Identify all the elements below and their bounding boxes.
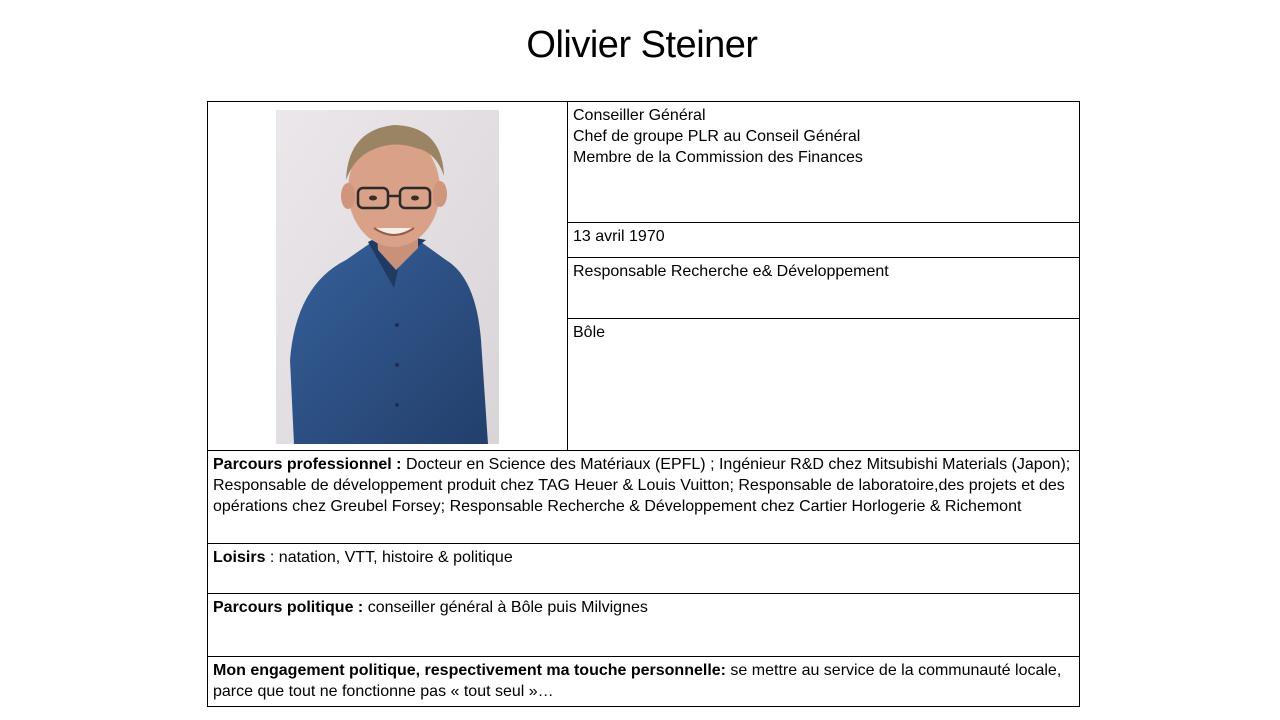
photo-cell (208, 102, 568, 451)
professional-background-text: Docteur en Science des Matériaux (EPFL) ; Ingénieur R&D chez Mitsubishi Materials (Japon); Responsable de développement produit chez TAG Heuer & Louis Vuitton; Responsable de laboratoire,des projets et des opérations chez Greubel Forsey; Responsable Recherche & Développement chez Cartier Horlogerie & Richemont (213, 456, 1071, 515)
professional-background-label: Parcours professionnel : (213, 456, 402, 473)
locality-cell (568, 318, 1080, 450)
engagement-cell (208, 657, 1080, 707)
profession-cell (568, 258, 1080, 318)
professional-background-cell (208, 451, 1080, 544)
hobbies-text: : natation, VTT, histoire & politique (265, 549, 513, 566)
engagement-text: se mettre au service de la communauté locale, parce que tout ne fonctionne pas « tout seul »… (213, 662, 1062, 700)
role-line: Membre de la Commission des Finances (573, 149, 863, 166)
locality: Bôle (573, 323, 606, 341)
political-background-label: Parcours politique : (213, 599, 364, 616)
portrait-photo (276, 110, 499, 444)
page-title: Olivier Steiner (526, 24, 758, 66)
birthdate-cell (568, 223, 1080, 258)
engagement-label: Mon engagement politique, respectivement ma touche personnelle: (213, 662, 726, 679)
birthdate: 13 avril 1970 (573, 228, 665, 246)
roles-cell (568, 102, 1080, 223)
profile-table (207, 101, 1080, 707)
political-background-cell (208, 594, 1080, 657)
hobbies-cell (208, 544, 1080, 594)
role-line: Chef de groupe PLR au Conseil Général (573, 128, 861, 145)
political-background-text: conseiller général à Bôle puis Milvignes (363, 599, 648, 616)
role-line: Conseiller Général (573, 107, 706, 124)
profession: Responsable Recherche e& Développement (573, 263, 889, 281)
hobbies-label: Loisirs (213, 549, 266, 566)
